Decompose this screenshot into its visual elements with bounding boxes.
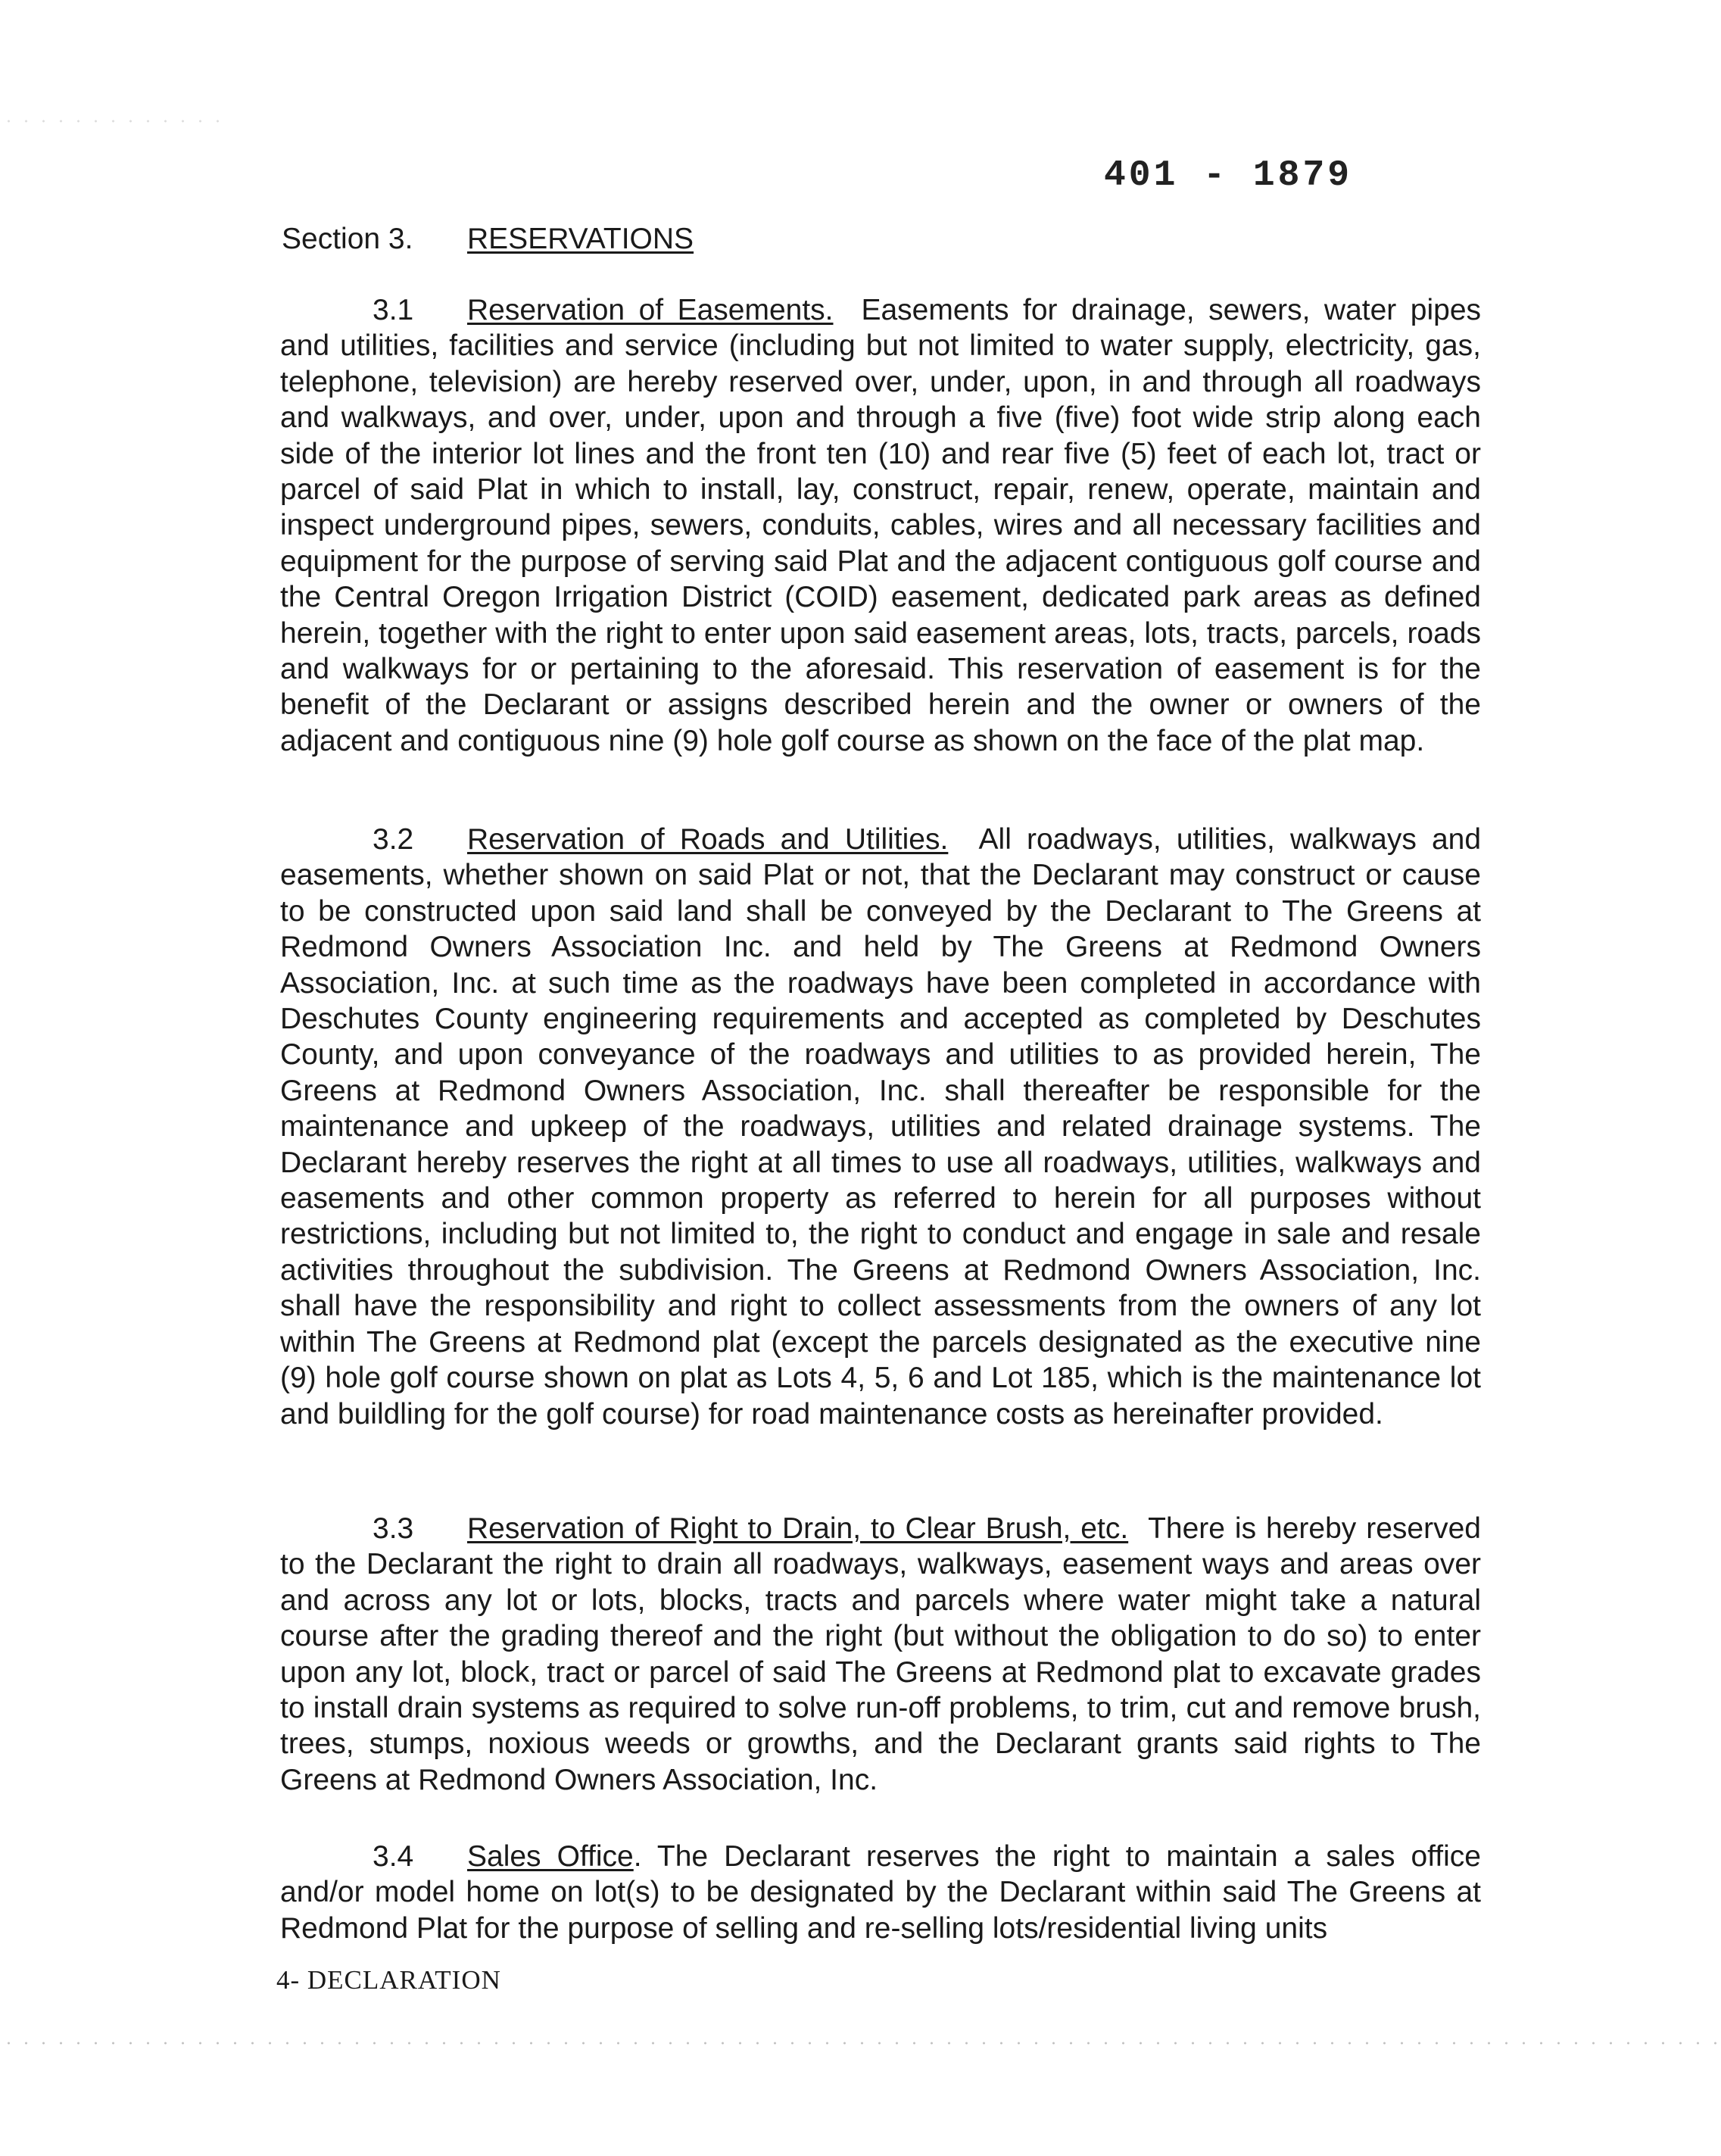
paragraph-3-1 — [280, 292, 1481, 759]
paragraph-3-4 — [280, 1839, 1481, 1946]
recording-stamp: 401 - 1879 — [1104, 155, 1353, 196]
paragraph-body: All roadways, utilities, walkways and easements, whether shown on said Plat or not, that the Declarant may construct or cause to be constructed upon said land shall be conveyed by the Declarant to The Greens at Redmond Owners Association Inc. and held by The Greens at Redmond Owners Association, Inc. at such time as the roadways have been completed in accordance with Deschutes County engineering requirements and accepted as completed by Deschutes County, and upon conveyance of the roadways and utilities to as provided herein, The Greens at Redmond Owners Association, Inc. shall thereafter be responsible for the maintenance and upkeep of the roadways, utilities and related drainage systems. The Declarant hereby reserves the right at all times to use all roadways, utilities, walkways and easements and other common property as referred to herein for all purposes without restrictions, including but not limited to, the right to conduct and engage in sale and resale activities throughout the subdivision. The Greens at Redmond Owners Association, Inc. shall have the responsibility and right to collect assessments from the owners of any lot within The Greens at Redmond plat (except the parcels designated as the executive nine (9) hole golf course shown on plat as Lots 4, 5, 6 and Lot 185, which is the maintenance lot and buildling for the golf course) for road maintenance costs as hereinafter provided. — [280, 823, 1482, 1431]
paragraph-heading: Reservation of Roads and Utilities. — [467, 823, 949, 856]
paragraph-number: 3.2 — [373, 823, 414, 856]
paragraph-heading: Reservation of Right to Drain, to Clear Brush, etc. — [467, 1512, 1129, 1545]
paragraph-body: . The Declarant reserves the right to maintain a sales office and/or model home on lot(s) to be designated by the Declarant within said The Greens at Redmond Plat for the purpose of selling and re-selling lots/residential living units — [280, 1840, 1481, 1945]
paragraph-number: 3.3 — [373, 1512, 414, 1545]
scan-specks-top — [0, 114, 227, 129]
paragraph-number: 3.4 — [373, 1840, 414, 1873]
paragraph-number: 3.1 — [373, 294, 414, 326]
section-title: RESERVATIONS — [467, 223, 694, 255]
paragraph-heading: Sales Office — [467, 1840, 634, 1873]
page-footer: 4- DECLARATION — [276, 1965, 501, 1995]
paragraph-body: There is hereby reserved to the Declarant the right to drain all roadways, walkways, easement ways and areas over and across any lot or lots, blocks, tracts and parcels where water might take a natural course after the grading thereof and the right (but without the obligation to do so) to enter upon any lot, block, tract or parcel of said The Greens at Redmond plat to excavate grades to install drain systems as required to solve run-off problems, to trim, cut and remove brush, trees, stumps, noxious weeds or growths, and the Declarant grants said rights to The Greens at Redmond Owners Association, Inc. — [280, 1512, 1481, 1796]
paragraph-body: Easements for drainage, sewers, water pipes and utilities, facilities and service (including but not limited to water supply, electricity, gas, telephone, television) are hereby reserved over, under, upon, in and through all roadways and walkways, and over, under, upon and through a five (five) foot wide strip along each side of the interior lot lines and the front ten (10) and rear five (5) feet of each lot, tract or parcel of said Plat in which to install, lay, construct, repair, renew, operate, maintain and inspect underground pipes, sewers, conduits, cables, wires and all necessary facilities and equipment for the purpose of serving said Plat and the adjacent contiguous golf course and the Central Oregon Irrigation District (COID) easement, dedicated park areas as defined herein, together with the right to enter upon said easement areas, lots, tracts, parcels, roads and walkways for or pertaining to the aforesaid. This reservation of easement is for the benefit of the Declarant or assigns described herein and the owner or owners of the adjacent and contiguous nine (9) hole golf course as shown on the face of the plat map. — [280, 294, 1482, 757]
paragraph-3-3 — [280, 1511, 1481, 1798]
paragraph-3-2 — [280, 822, 1481, 1432]
scan-specks-bottom — [0, 2036, 1721, 2051]
section-number: Section 3. — [282, 223, 413, 255]
section-heading — [282, 220, 694, 259]
paragraph-heading: Reservation of Easements. — [467, 294, 834, 326]
